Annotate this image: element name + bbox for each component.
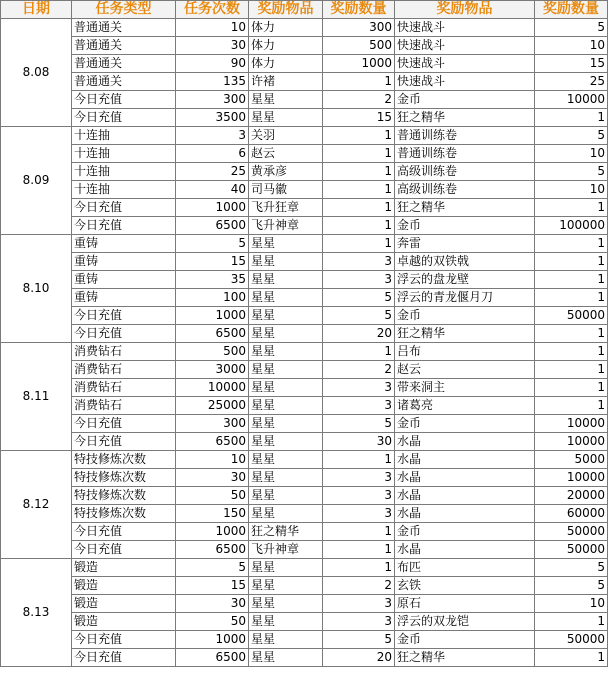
reward-qty-1-cell: 300 (323, 19, 395, 37)
reward-item-1-cell: 司马徽 (249, 181, 323, 199)
reward-qty-2-cell: 1 (535, 289, 608, 307)
reward-qty-2-cell: 50000 (535, 541, 608, 559)
reward-item-1-cell: 星星 (249, 91, 323, 109)
task-type-cell: 十连抽 (72, 181, 176, 199)
table-row (1, 307, 608, 325)
table-row (1, 289, 608, 307)
table-row (1, 145, 608, 163)
reward-item-2-cell: 狂之精华 (395, 109, 535, 127)
table-row (1, 397, 608, 415)
reward-qty-2-cell: 1 (535, 379, 608, 397)
reward-qty-2-cell: 1 (535, 613, 608, 631)
date-cell: 8.11 (1, 343, 72, 451)
reward-qty-1-cell: 2 (323, 577, 395, 595)
task-type-cell: 重铸 (72, 235, 176, 253)
reward-qty-2-cell: 1 (535, 271, 608, 289)
reward-qty-1-cell: 1 (323, 343, 395, 361)
reward-item-2-cell: 金币 (395, 523, 535, 541)
reward-qty-1-cell: 3 (323, 487, 395, 505)
table-row (1, 163, 608, 181)
reward-qty-1-cell: 5 (323, 289, 395, 307)
task-type-cell: 锻造 (72, 613, 176, 631)
reward-item-2-cell: 金币 (395, 631, 535, 649)
table-row (1, 91, 608, 109)
reward-qty-1-cell: 5 (323, 415, 395, 433)
table-row (1, 577, 608, 595)
reward-item-2-cell: 普通训练卷 (395, 145, 535, 163)
reward-item-1-cell: 体力 (249, 55, 323, 73)
task-count-cell: 300 (176, 91, 249, 109)
reward-item-1-cell: 飞升神章 (249, 217, 323, 235)
task-count-cell: 1000 (176, 523, 249, 541)
reward-qty-1-cell: 3 (323, 379, 395, 397)
reward-qty-2-cell: 1 (535, 253, 608, 271)
reward-item-2-cell: 诸葛亮 (395, 397, 535, 415)
reward-qty-1-cell: 2 (323, 361, 395, 379)
reward-item-2-cell: 金币 (395, 217, 535, 235)
reward-item-2-cell: 原石 (395, 595, 535, 613)
reward-qty-1-cell: 1 (323, 559, 395, 577)
table-row (1, 559, 608, 577)
task-count-cell: 50 (176, 613, 249, 631)
reward-item-1-cell: 星星 (249, 559, 323, 577)
reward-item-2-cell: 浮云的盘龙壁 (395, 271, 535, 289)
reward-item-1-cell: 星星 (249, 253, 323, 271)
task-type-cell: 今日充值 (72, 433, 176, 451)
reward-qty-2-cell: 5 (535, 163, 608, 181)
task-type-cell: 今日充值 (72, 217, 176, 235)
task-count-cell: 3 (176, 127, 249, 145)
task-type-cell: 重铸 (72, 253, 176, 271)
reward-qty-2-cell: 50000 (535, 631, 608, 649)
reward-qty-2-cell: 1 (535, 199, 608, 217)
reward-item-2-cell: 水晶 (395, 469, 535, 487)
table-row (1, 541, 608, 559)
table-row (1, 73, 608, 91)
reward-item-1-cell: 星星 (249, 613, 323, 631)
task-count-cell: 5 (176, 235, 249, 253)
table-row (1, 361, 608, 379)
task-type-cell: 今日充值 (72, 631, 176, 649)
task-count-cell: 10000 (176, 379, 249, 397)
reward-item-1-cell: 星星 (249, 361, 323, 379)
reward-qty-1-cell: 3 (323, 469, 395, 487)
reward-qty-2-cell: 5 (535, 127, 608, 145)
reward-qty-2-cell: 5 (535, 19, 608, 37)
table-row (1, 649, 608, 667)
header-row (1, 1, 608, 19)
table-row (1, 127, 608, 145)
reward-item-1-cell: 体力 (249, 19, 323, 37)
reward-item-2-cell: 高级训练卷 (395, 163, 535, 181)
reward-item-2-cell: 水晶 (395, 487, 535, 505)
task-type-cell: 特技修炼次数 (72, 469, 176, 487)
task-count-cell: 10 (176, 19, 249, 37)
table-row (1, 613, 608, 631)
reward-item-1-cell: 关羽 (249, 127, 323, 145)
reward-item-2-cell: 金币 (395, 415, 535, 433)
task-count-cell: 6500 (176, 433, 249, 451)
task-type-cell: 今日充值 (72, 199, 176, 217)
reward-item-2-cell: 水晶 (395, 505, 535, 523)
reward-qty-2-cell: 5 (535, 577, 608, 595)
task-count-cell: 15 (176, 253, 249, 271)
task-count-cell: 6500 (176, 325, 249, 343)
reward-item-2-cell: 水晶 (395, 541, 535, 559)
task-count-cell: 30 (176, 469, 249, 487)
reward-qty-1-cell: 1 (323, 127, 395, 145)
task-count-cell: 6500 (176, 541, 249, 559)
reward-qty-1-cell: 1 (323, 541, 395, 559)
table-row (1, 523, 608, 541)
task-count-cell: 3500 (176, 109, 249, 127)
task-count-cell: 1000 (176, 631, 249, 649)
reward-qty-1-cell: 5 (323, 631, 395, 649)
reward-item-1-cell: 飞升狂章 (249, 199, 323, 217)
reward-item-1-cell: 星星 (249, 397, 323, 415)
reward-item-2-cell: 高级训练卷 (395, 181, 535, 199)
task-type-cell: 普通通关 (72, 73, 176, 91)
reward-qty-2-cell: 1 (535, 361, 608, 379)
task-count-cell: 1000 (176, 307, 249, 325)
table-row (1, 325, 608, 343)
reward-qty-1-cell: 1 (323, 235, 395, 253)
reward-qty-2-cell: 10 (535, 145, 608, 163)
task-type-cell: 今日充值 (72, 649, 176, 667)
reward-item-1-cell: 赵云 (249, 145, 323, 163)
reward-qty-1-cell: 3 (323, 271, 395, 289)
task-count-cell: 6500 (176, 649, 249, 667)
reward-item-2-cell: 浮云的双龙铠 (395, 613, 535, 631)
reward-item-1-cell: 星星 (249, 505, 323, 523)
reward-item-1-cell: 星星 (249, 433, 323, 451)
reward-item-1-cell: 狂之精华 (249, 523, 323, 541)
task-count-cell: 135 (176, 73, 249, 91)
reward-qty-1-cell: 15 (323, 109, 395, 127)
task-type-cell: 特技修炼次数 (72, 487, 176, 505)
task-type-cell: 消费钻石 (72, 343, 176, 361)
reward-item-1-cell: 星星 (249, 325, 323, 343)
task-type-cell: 今日充值 (72, 109, 176, 127)
reward-qty-1-cell: 1000 (323, 55, 395, 73)
reward-item-1-cell: 星星 (249, 289, 323, 307)
task-type-cell: 消费钻石 (72, 397, 176, 415)
task-count-cell: 40 (176, 181, 249, 199)
reward-qty-2-cell: 10 (535, 37, 608, 55)
reward-qty-1-cell: 30 (323, 433, 395, 451)
reward-item-2-cell: 赵云 (395, 361, 535, 379)
reward-qty-2-cell: 5000 (535, 451, 608, 469)
reward-item-2-cell: 卓越的双铁戟 (395, 253, 535, 271)
reward-qty-1-cell: 3 (323, 613, 395, 631)
task-count-cell: 3000 (176, 361, 249, 379)
task-count-cell: 1000 (176, 199, 249, 217)
reward-item-2-cell: 金币 (395, 307, 535, 325)
reward-qty-1-cell: 20 (323, 325, 395, 343)
reward-item-1-cell: 许褚 (249, 73, 323, 91)
reward-item-2-cell: 布匹 (395, 559, 535, 577)
task-type-cell: 今日充值 (72, 307, 176, 325)
reward-qty-1-cell: 3 (323, 253, 395, 271)
table-row (1, 271, 608, 289)
header-date: 日期 (1, 1, 72, 19)
reward-item-2-cell: 玄铁 (395, 577, 535, 595)
task-count-cell: 25 (176, 163, 249, 181)
reward-qty-2-cell: 15 (535, 55, 608, 73)
header-reward-qty-1: 奖励数量 (323, 1, 395, 19)
task-type-cell: 锻造 (72, 559, 176, 577)
reward-item-2-cell: 狂之精华 (395, 199, 535, 217)
reward-qty-2-cell: 1 (535, 235, 608, 253)
reward-qty-1-cell: 1 (323, 523, 395, 541)
table-row (1, 379, 608, 397)
reward-item-1-cell: 星星 (249, 235, 323, 253)
reward-item-2-cell: 吕布 (395, 343, 535, 361)
task-count-cell: 50 (176, 487, 249, 505)
task-count-cell: 30 (176, 595, 249, 613)
task-type-cell: 重铸 (72, 289, 176, 307)
task-count-cell: 15 (176, 577, 249, 595)
reward-item-2-cell: 狂之精华 (395, 649, 535, 667)
header-reward-qty-2: 奖励数量 (535, 1, 608, 19)
reward-item-2-cell: 金币 (395, 91, 535, 109)
reward-item-1-cell: 星星 (249, 577, 323, 595)
header-task-type: 任务类型 (72, 1, 176, 19)
reward-item-1-cell: 星星 (249, 595, 323, 613)
reward-item-2-cell: 狂之精华 (395, 325, 535, 343)
table-body (1, 19, 608, 667)
table-row (1, 469, 608, 487)
reward-qty-1-cell: 3 (323, 505, 395, 523)
date-cell: 8.09 (1, 127, 72, 235)
task-type-cell: 普通通关 (72, 37, 176, 55)
date-cell: 8.10 (1, 235, 72, 343)
reward-qty-2-cell: 1 (535, 343, 608, 361)
reward-item-1-cell: 星星 (249, 487, 323, 505)
date-cell: 8.08 (1, 19, 72, 127)
reward-qty-2-cell: 20000 (535, 487, 608, 505)
task-count-cell: 90 (176, 55, 249, 73)
reward-item-2-cell: 水晶 (395, 451, 535, 469)
task-type-cell: 重铸 (72, 271, 176, 289)
reward-item-1-cell: 星星 (249, 469, 323, 487)
task-type-cell: 特技修炼次数 (72, 505, 176, 523)
reward-qty-2-cell: 1 (535, 109, 608, 127)
reward-qty-2-cell: 10000 (535, 433, 608, 451)
table-row (1, 415, 608, 433)
task-type-cell: 普通通关 (72, 55, 176, 73)
reward-item-2-cell: 带来洞主 (395, 379, 535, 397)
task-count-cell: 500 (176, 343, 249, 361)
task-count-cell: 5 (176, 559, 249, 577)
reward-qty-1-cell: 1 (323, 73, 395, 91)
reward-item-1-cell: 黄承彦 (249, 163, 323, 181)
task-count-cell: 150 (176, 505, 249, 523)
reward-qty-2-cell: 1 (535, 325, 608, 343)
reward-qty-1-cell: 1 (323, 163, 395, 181)
table-row (1, 199, 608, 217)
task-type-cell: 今日充值 (72, 415, 176, 433)
reward-qty-1-cell: 1 (323, 181, 395, 199)
reward-qty-1-cell: 1 (323, 217, 395, 235)
reward-item-1-cell: 体力 (249, 37, 323, 55)
reward-item-1-cell: 星星 (249, 451, 323, 469)
table-row (1, 343, 608, 361)
reward-qty-2-cell: 10 (535, 181, 608, 199)
reward-qty-2-cell: 10 (535, 595, 608, 613)
reward-qty-1-cell: 1 (323, 451, 395, 469)
table-row (1, 595, 608, 613)
header-reward-item-1: 奖励物品 (249, 1, 323, 19)
reward-qty-2-cell: 10000 (535, 91, 608, 109)
table-row (1, 19, 608, 37)
reward-qty-1-cell: 3 (323, 595, 395, 613)
task-type-cell: 消费钻石 (72, 361, 176, 379)
task-type-cell: 今日充值 (72, 541, 176, 559)
task-count-cell: 6500 (176, 217, 249, 235)
reward-item-2-cell: 快速战斗 (395, 55, 535, 73)
reward-qty-1-cell: 3 (323, 397, 395, 415)
reward-item-2-cell: 普通训练卷 (395, 127, 535, 145)
header-task-count: 任务次数 (176, 1, 249, 19)
reward-qty-2-cell: 50000 (535, 523, 608, 541)
header-reward-item-2: 奖励物品 (395, 1, 535, 19)
reward-item-1-cell: 星星 (249, 649, 323, 667)
reward-qty-1-cell: 2 (323, 91, 395, 109)
task-type-cell: 锻造 (72, 577, 176, 595)
task-type-cell: 今日充值 (72, 91, 176, 109)
task-count-cell: 100 (176, 289, 249, 307)
reward-qty-2-cell: 1 (535, 649, 608, 667)
task-count-cell: 25000 (176, 397, 249, 415)
reward-qty-2-cell: 10000 (535, 415, 608, 433)
table-row (1, 487, 608, 505)
table-row (1, 37, 608, 55)
table-row (1, 55, 608, 73)
date-cell: 8.13 (1, 559, 72, 667)
reward-item-1-cell: 星星 (249, 307, 323, 325)
table-row (1, 505, 608, 523)
reward-qty-2-cell: 60000 (535, 505, 608, 523)
reward-qty-2-cell: 10000 (535, 469, 608, 487)
reward-item-1-cell: 星星 (249, 415, 323, 433)
task-type-cell: 消费钻石 (72, 379, 176, 397)
task-count-cell: 10 (176, 451, 249, 469)
reward-item-2-cell: 奔雷 (395, 235, 535, 253)
table-row (1, 451, 608, 469)
task-count-cell: 30 (176, 37, 249, 55)
reward-item-1-cell: 星星 (249, 271, 323, 289)
reward-item-1-cell: 星星 (249, 109, 323, 127)
task-type-cell: 十连抽 (72, 127, 176, 145)
reward-item-2-cell: 快速战斗 (395, 73, 535, 91)
table-row (1, 181, 608, 199)
reward-qty-2-cell: 25 (535, 73, 608, 91)
task-count-cell: 300 (176, 415, 249, 433)
table-row (1, 433, 608, 451)
reward-qty-2-cell: 1 (535, 397, 608, 415)
reward-qty-2-cell: 5 (535, 559, 608, 577)
task-type-cell: 普通通关 (72, 19, 176, 37)
table-row (1, 109, 608, 127)
task-type-cell: 十连抽 (72, 145, 176, 163)
task-count-cell: 6 (176, 145, 249, 163)
reward-qty-1-cell: 20 (323, 649, 395, 667)
task-type-cell: 十连抽 (72, 163, 176, 181)
task-count-cell: 35 (176, 271, 249, 289)
task-type-cell: 特技修炼次数 (72, 451, 176, 469)
table-row (1, 217, 608, 235)
task-type-cell: 今日充值 (72, 523, 176, 541)
table-row (1, 253, 608, 271)
table-row (1, 631, 608, 649)
reward-item-1-cell: 星星 (249, 631, 323, 649)
reward-qty-1-cell: 1 (323, 145, 395, 163)
reward-item-1-cell: 飞升神章 (249, 541, 323, 559)
table-row (1, 235, 608, 253)
reward-qty-1-cell: 500 (323, 37, 395, 55)
reward-qty-2-cell: 100000 (535, 217, 608, 235)
reward-item-1-cell: 星星 (249, 379, 323, 397)
reward-item-2-cell: 快速战斗 (395, 37, 535, 55)
reward-item-2-cell: 快速战斗 (395, 19, 535, 37)
task-type-cell: 今日充值 (72, 325, 176, 343)
reward-qty-1-cell: 5 (323, 307, 395, 325)
reward-qty-2-cell: 50000 (535, 307, 608, 325)
reward-item-2-cell: 水晶 (395, 433, 535, 451)
task-type-cell: 锻造 (72, 595, 176, 613)
reward-qty-1-cell: 1 (323, 199, 395, 217)
reward-item-1-cell: 星星 (249, 343, 323, 361)
reward-item-2-cell: 浮云的青龙偃月刀 (395, 289, 535, 307)
date-cell: 8.12 (1, 451, 72, 559)
